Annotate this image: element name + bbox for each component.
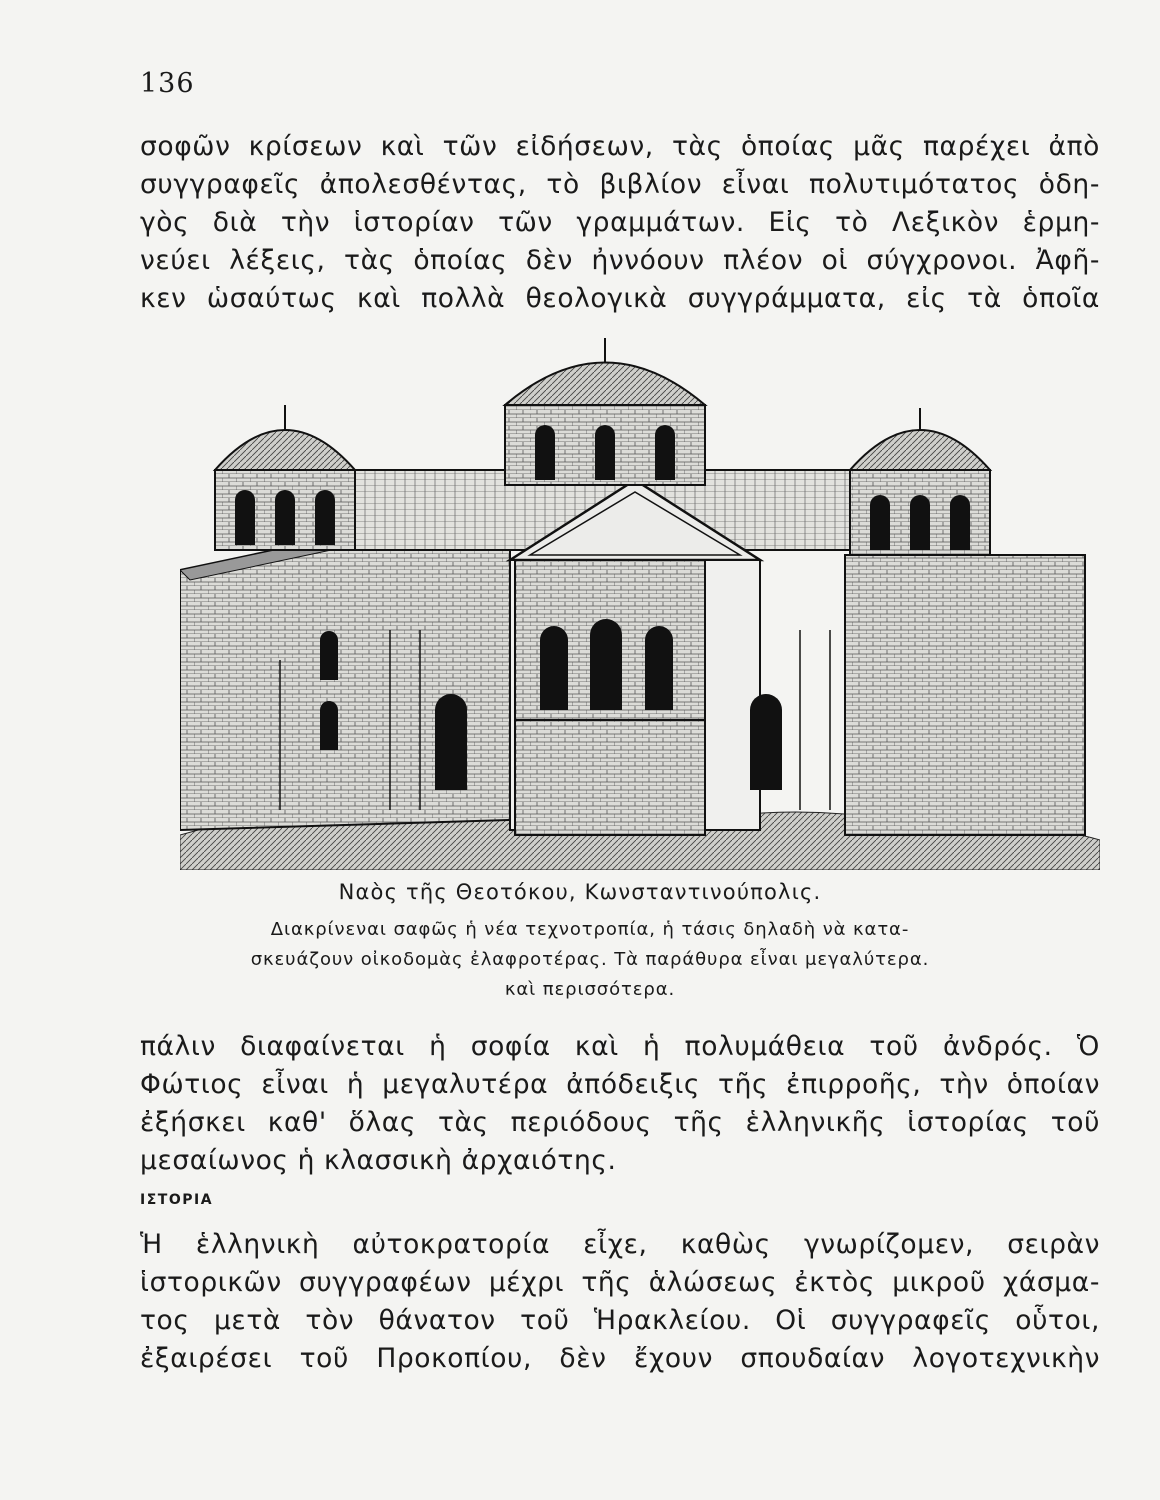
- text-line: Ἡ ἑλληνικὴ αὐτοκρατορία εἶχε, καθὼς γνωρίζομεν, σειρὰν: [140, 1229, 1100, 1260]
- church-engraving-image: [180, 330, 1100, 870]
- paragraph-history: [140, 1226, 1100, 1378]
- text-line: μεσαίωνος ἡ κλασσικὴ ἀρχαιότης.: [140, 1145, 617, 1176]
- caption-line: καὶ περισσότερα.: [504, 979, 676, 1000]
- text-line: σοφῶν κρίσεων καὶ τῶν εἰδήσεων, τὰς ὁποίας μᾶς παρέχει ἀπὸ: [140, 131, 1100, 162]
- text-line: ἱστορικῶν συγγραφέων μέχρι τῆς ἁλώσεως ἐκτὸς μικροῦ χάσμα-: [140, 1267, 1100, 1298]
- text-line: συγγραφεῖς ἀπολεσθέντας, τὸ βιβλίον εἶναι πολυτιμότατος ὁδη-: [140, 169, 1100, 200]
- text-line: πάλιν διαφαίνεται ἡ σοφία καὶ ἡ πολυμάθεια τοῦ ἀνδρός. Ὁ: [140, 1031, 1100, 1062]
- figure-caption: [160, 915, 1020, 1005]
- paragraph-intro: [140, 128, 1100, 318]
- section-label: ΙΣΤΟΡΙΑ: [140, 1192, 214, 1208]
- text-line: τος μετὰ τὸν θάνατον τοῦ Ἡρακλείου. Οἱ συγγραφεῖς οὗτοι,: [140, 1305, 1100, 1336]
- text-line: Φώτιος εἶναι ἡ μεγαλυτέρα ἀπόδειξις τῆς ἐπιρροῆς, τὴν ὁποίαν: [140, 1069, 1100, 1100]
- text-line: ἐξαιρέσει τοῦ Προκοπίου, δὲν ἔχουν σπουδαίαν λογοτεχνικὴν: [140, 1343, 1100, 1374]
- text-line: νεύει λέξεις, τὰς ὁποίας δὲν ἠννόουν πλέον οἱ σύγχρονοι. Ἀφῆ-: [140, 245, 1100, 276]
- caption-line: Διακρίνεναι σαφῶς ἡ νέα τεχνοτροπία, ἡ τάσις δηλαδὴ νὰ κατα-: [270, 919, 910, 940]
- text-line: γὸς διὰ τὴν ἱστορίαν τῶν γραμμάτων. Εἰς τὸ Λεξικὸν ἑρμη-: [140, 207, 1100, 238]
- figure-title: Ναὸς τῆς Θεοτόκου, Κωνσταντινούπολις.: [338, 880, 822, 904]
- caption-line: σκευάζουν οἰκοδομὰς ἐλαφροτέρας. Τὰ παράθυρα εἶναι μεγαλύτερα.: [250, 949, 930, 970]
- paragraph-photios: [140, 1028, 1100, 1180]
- text-line: κεν ὡσαύτως καὶ πολλὰ θεολογικὰ συγγράμματα, εἰς τὰ ὁποῖα: [140, 283, 1100, 314]
- page-number: 136: [140, 68, 195, 99]
- church-illustration: [180, 330, 1100, 870]
- text-line: ἐξήσκει καθ' ὅλας τὰς περιόδους τῆς ἑλληνικῆς ἱστορίας τοῦ: [140, 1107, 1100, 1138]
